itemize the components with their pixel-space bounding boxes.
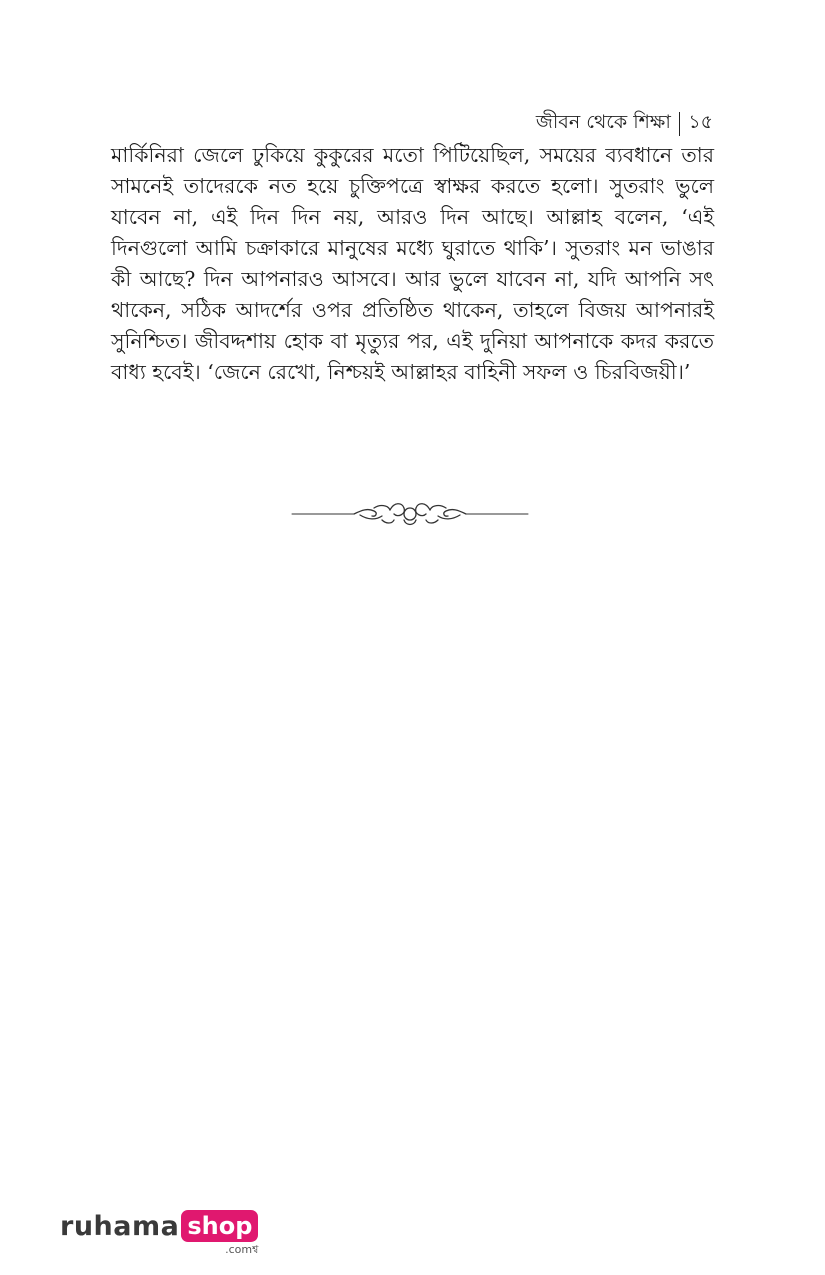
running-title: জীবন থেকে শিক্ষা xyxy=(535,111,671,133)
body-paragraph: মার্কিনিরা জেলে ঢুকিয়ে কুকুরের মতো পিটিয়েছিল, সময়ের ব্যবধানে তার সামনেই তাদেরকে নত হয়ে চুক্তিপত্রে স্বাক্ষর করতে হলো। সুতরাং ভুলে যাবেন না, এই দিন দিন নয়, আরও দিন আছে। আল্লাহ বলেন, ‘এই দিনগুলো আমি চক্রাকারে মানুষের মধ্যে ঘুরাতে থাকি’। সুতরাং মন ভাঙার কী আছে? দিন আপনারও আসবে। আর ভুলে যাবেন না, যদি আপনি সৎ থাকেন, সঠিক আদর্শের ওপর প্রতিষ্ঠিত থাকেন, তাহলে বিজয় আপনারই সুনিশ্চিত। জীবদ্দশায় হোক বা মৃত্যুর পর, এই দুনিয়া আপনাকে কদর করতে বাধ্য হবেই। ‘জেনে রেখো, নিশ্চয়ই আল্লাহর বাহিনী সফল ও চিরবিজয়ী।’ xyxy=(111,143,714,384)
logo-shop-badge: shop xyxy=(181,1210,258,1242)
ruhamashop-logo xyxy=(60,1210,258,1257)
logo-domain-text: .comশ্ব xyxy=(225,1243,259,1256)
running-header xyxy=(536,108,713,140)
header-separator xyxy=(679,112,681,136)
logo-ruhama-text: ruhama xyxy=(60,1211,180,1242)
page-number: ১৫ xyxy=(688,111,713,133)
floral-divider-icon xyxy=(290,496,530,532)
body-text xyxy=(111,140,714,388)
logo-shop-group xyxy=(181,1210,258,1257)
